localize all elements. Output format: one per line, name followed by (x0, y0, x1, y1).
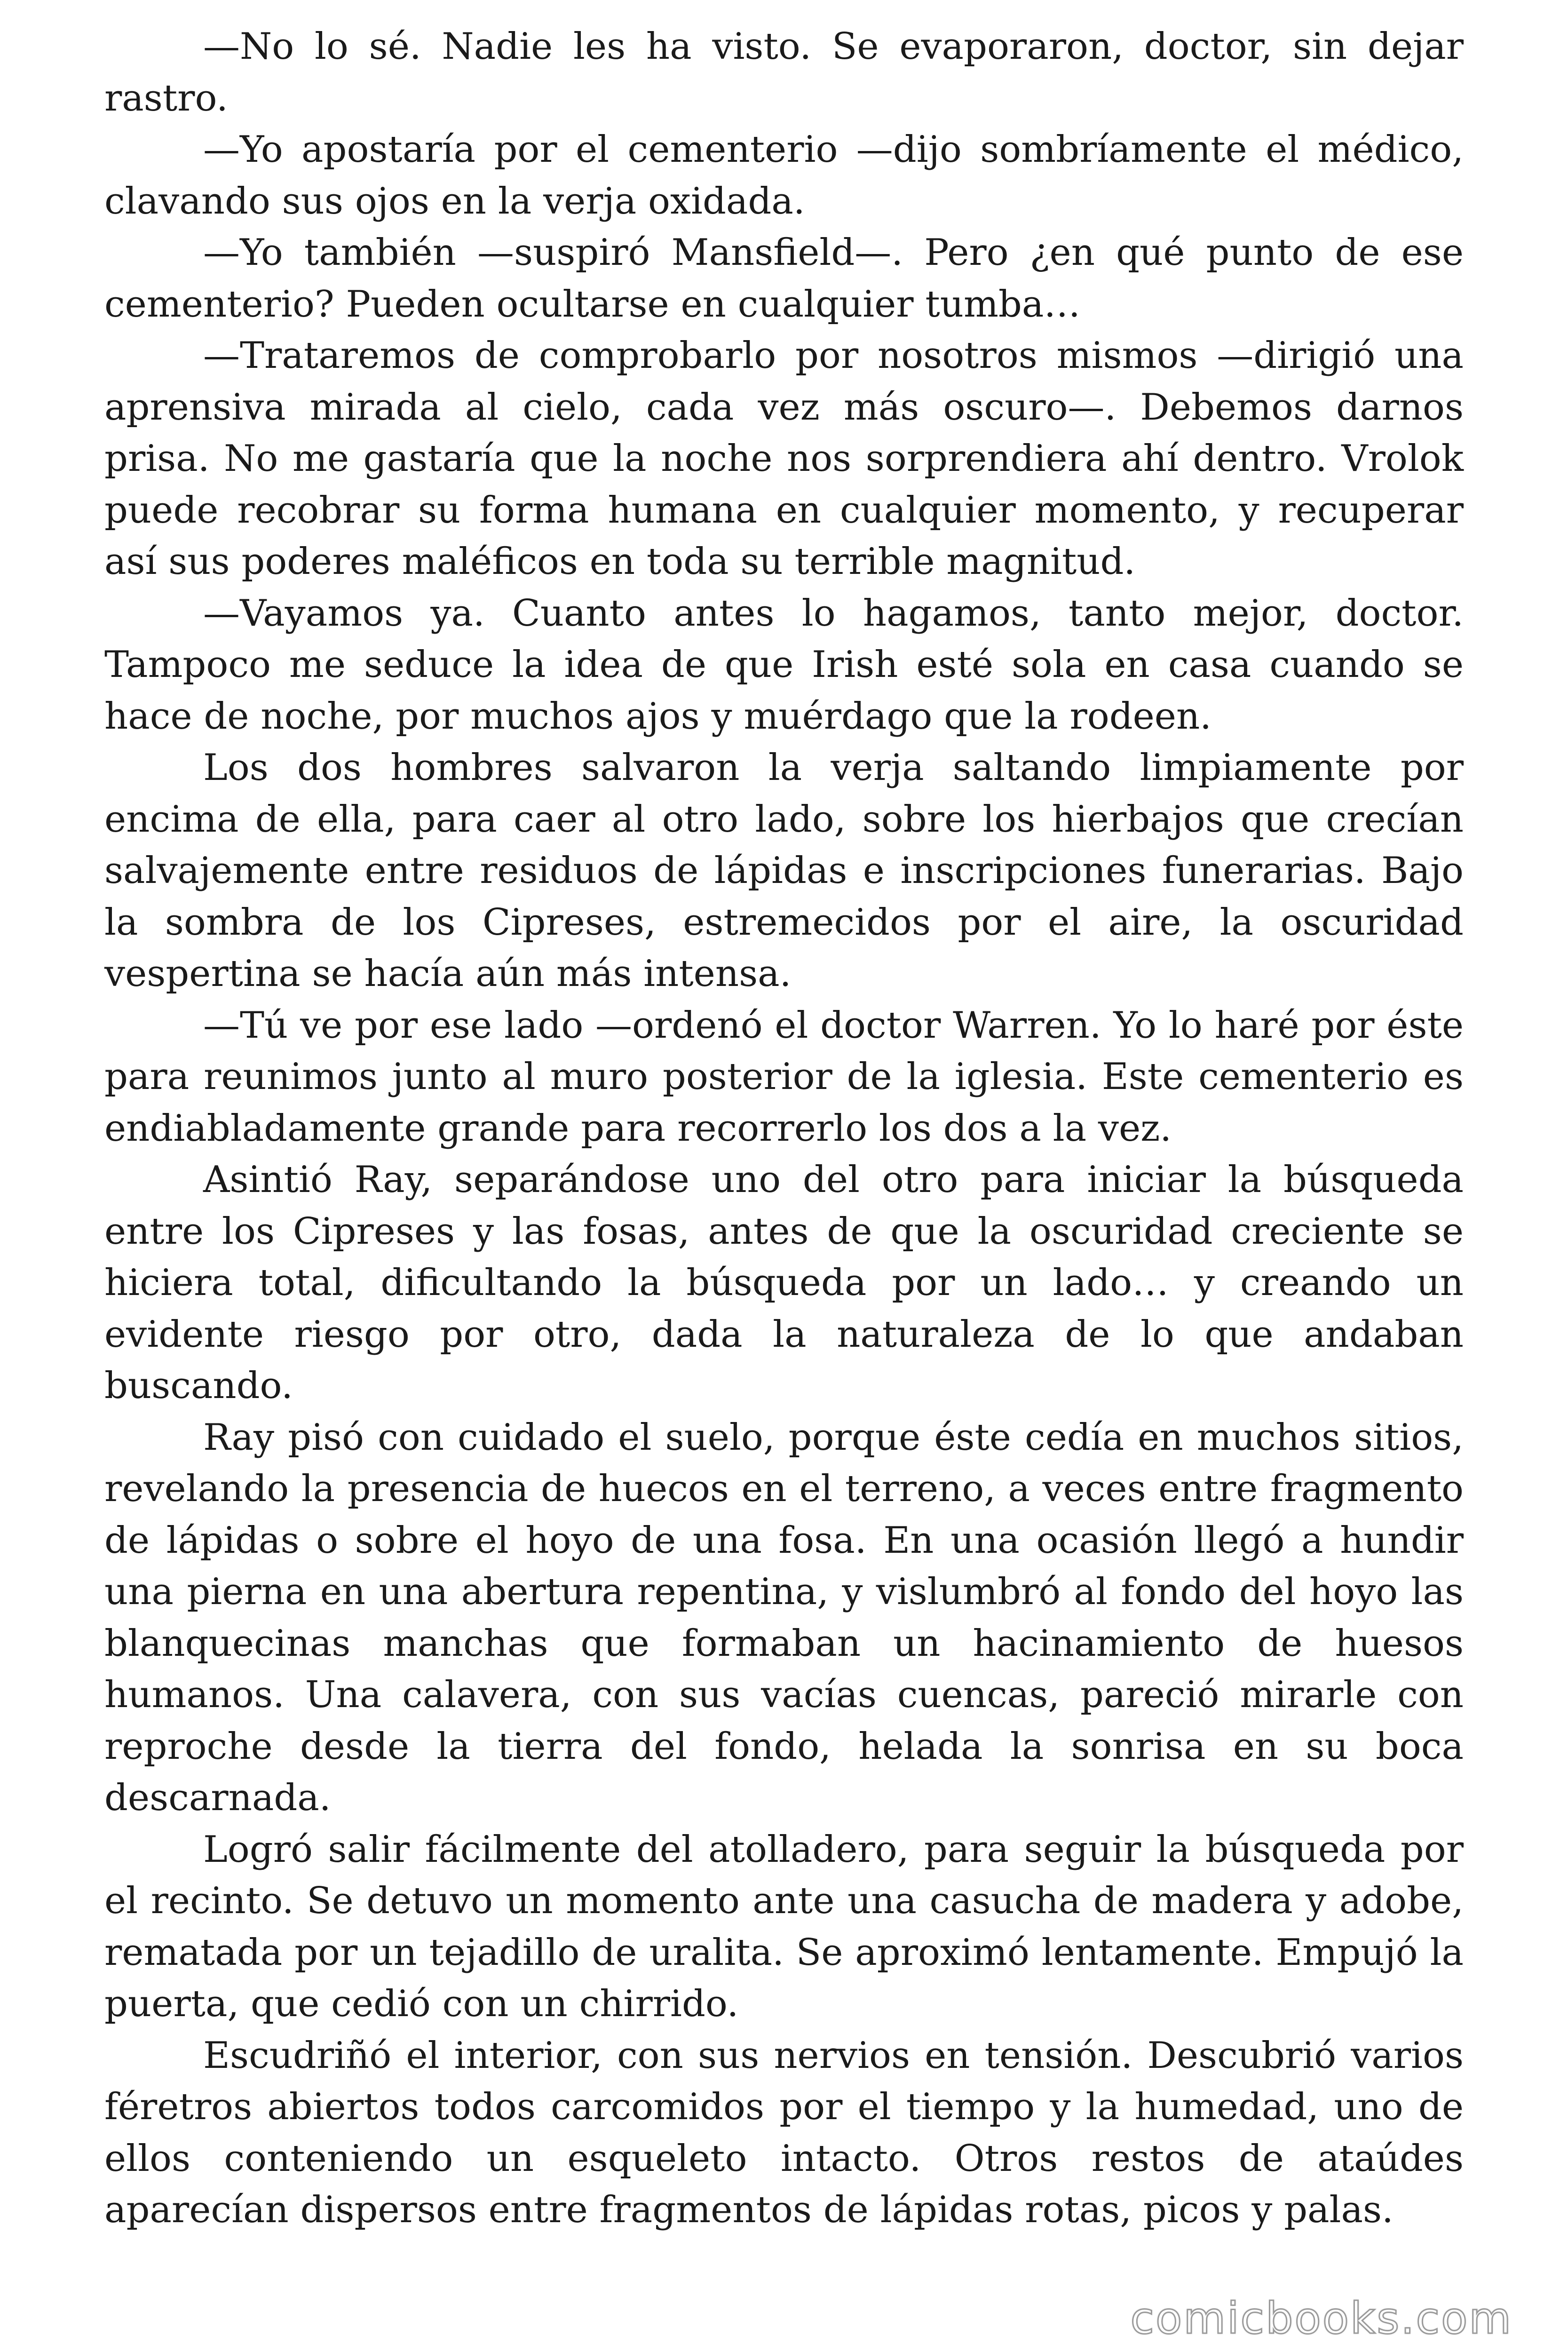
paragraph: —Yo también —suspiró Mansfield—. Pero ¿en qué punto de ese cementerio? Pueden ocultarse en cualquier tumba… (104, 231, 1464, 326)
paragraph: —Trataremos de comprobarlo por nosotros mismos —dirigió una aprensiva mirada al cielo, cada vez más oscuro—. Debemos darnos prisa. No me gastaría que la noche nos sorprendiera ahí dentro. Vrolok puede recobrar su forma humana en cualquier momento, y recuperar así sus poderes maléficos en toda su terrible magnitud. (104, 334, 1464, 583)
paragraph: —No lo sé. Nadie les ha visto. Se evaporaron, doctor, sin dejar rastro. (104, 25, 1464, 119)
paragraph: —Vayamos ya. Cuanto antes lo hagamos, tanto mejor, doctor. Tampoco me seduce la idea de que Irish esté sola en casa cuando se hace de noche, por muchos ajos y muérdago que la rodeen. (104, 592, 1464, 738)
paragraph: Escudriñó el interior, con sus nervios en tensión. Descubrió varios féretros abiertos todos carcomidos por el tiempo y la humedad, uno de ellos conteniendo un esqueleto intacto. Otros restos de ataúdes aparecían dispersos entre fragmentos de lápidas rotas, picos y palas. (104, 2034, 1464, 2231)
watermark: comicbooks.com (1130, 2293, 1513, 2344)
paragraph: —Tú ve por ese lado —ordenó el doctor Warren. Yo lo haré por éste para reunimos junto al muro posterior de la iglesia. Este cementerio es endiabladamente grande para recorrerlo los dos a la vez. (104, 1004, 1464, 1150)
paragraph: Asintió Ray, separándose uno del otro para iniciar la búsqueda entre los Cipreses y las fosas, antes de que la oscuridad creciente se hiciera total, dificultando la búsqueda por un lado… y creando un evidente riesgo por otro, dada la naturaleza de lo que andaban buscando. (104, 1159, 1464, 1407)
paragraph: Los dos hombres salvaron la verja saltando limpiamente por encima de ella, para caer al otro lado, sobre los hierbajos que crecían salvajemente entre residuos de lápidas e inscripciones funerarias. Bajo la sombra de los Cipreses, estremecidos por el aire, la oscuridad vespertina se hacía aún más intensa. (104, 747, 1464, 995)
paragraph: Logró salir fácilmente del atolladero, para seguir la búsqueda por el recinto. Se detuvo un momento ante una casucha de madera y adobe, rematada por un tejadillo de uralita. Se aproximó lentamente. Empujó la puerta, que cedió con un chirrido. (104, 1828, 1464, 2025)
paragraph: —Yo apostaría por el cementerio —dijo sombríamente el médico, clavando sus ojos en la verja oxidada. (104, 128, 1464, 222)
book-page-text (104, 21, 1464, 2326)
paragraph: Ray pisó con cuidado el suelo, porque éste cedía en muchos sitios, revelando la presencia de huecos en el terreno, a veces entre fragmento de lápidas o sobre el hoyo de una fosa. En una ocasión llegó a hundir una pierna en una abertura repentina, y vislumbró al fondo del hoyo las blanquecinas manchas que formaban un hacinamiento de huesos humanos. Una calavera, con sus vacías cuencas, pareció mirarle con reproche desde la tierra del fondo, helada la sonrisa en su boca descarnada. (104, 1416, 1464, 1819)
